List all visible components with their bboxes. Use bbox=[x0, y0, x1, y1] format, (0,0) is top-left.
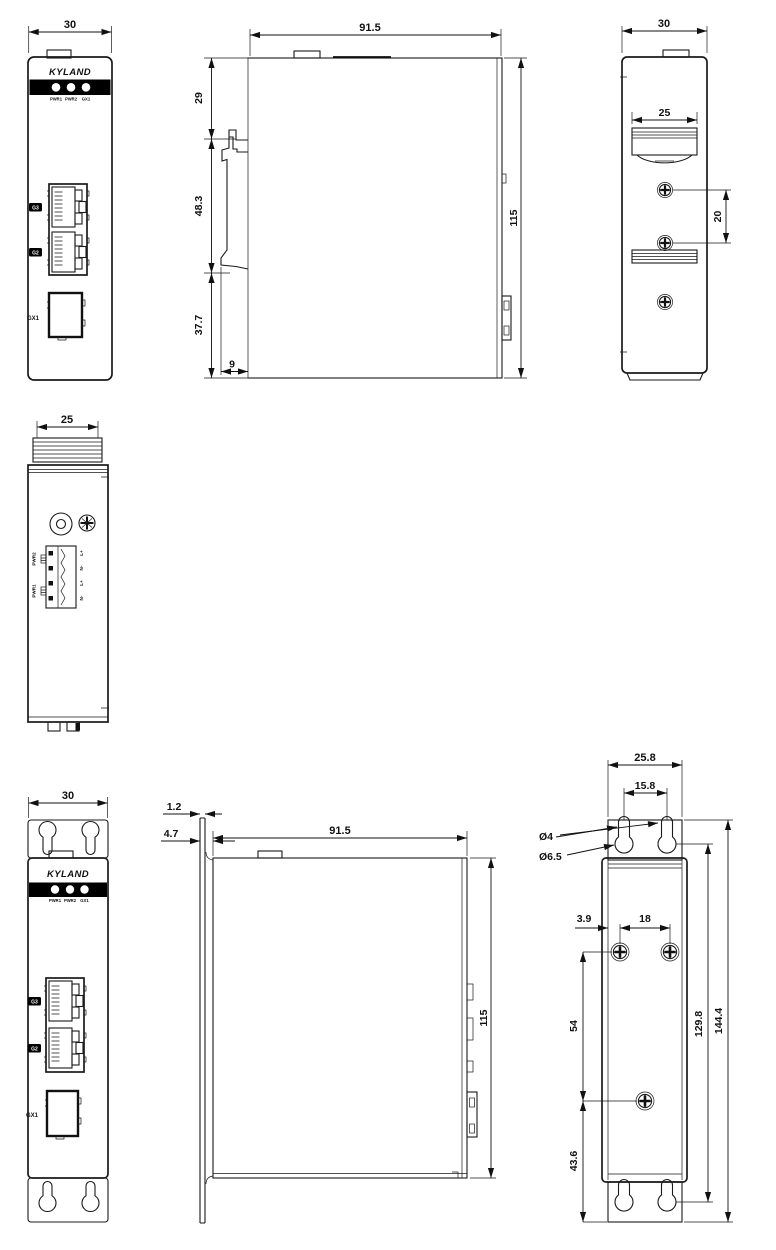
terminal-label-pwr1: PWR1 bbox=[31, 584, 37, 598]
dim-width-label: 30 bbox=[657, 18, 671, 30]
terminal-pin3-label: L+ bbox=[79, 580, 84, 586]
front-body-outline bbox=[28, 858, 108, 1178]
dim-gap-label: 4.7 bbox=[163, 828, 179, 840]
brand-logo: KYLAND bbox=[47, 869, 89, 880]
top-tab bbox=[663, 50, 689, 57]
dim-width-label: 30 bbox=[61, 790, 75, 802]
dim-depth-label: 91.5 bbox=[359, 22, 381, 34]
view-wall-front bbox=[26, 790, 108, 1222]
dim-screw-gap bbox=[673, 190, 731, 243]
dim-plate-thickness bbox=[163, 801, 222, 814]
dim-slot-span bbox=[624, 780, 667, 820]
led-label-gx1: GX1 bbox=[80, 898, 89, 903]
dim-screws-label: 20 bbox=[712, 210, 724, 223]
top-mount-plate bbox=[608, 817, 682, 861]
dim-height-right bbox=[504, 58, 527, 378]
screw-upper bbox=[657, 182, 672, 197]
dim-clip-depth bbox=[221, 267, 248, 375]
rear-body-outline bbox=[622, 57, 707, 373]
side-body-outline bbox=[248, 58, 502, 378]
keyhole-top-right bbox=[82, 821, 99, 854]
dim-width-label: 25 bbox=[60, 414, 74, 426]
rear-body-outline bbox=[602, 858, 687, 1182]
screw-lower bbox=[657, 235, 672, 250]
sfp-port-gx1 bbox=[27, 293, 85, 340]
dim-width-label: 30 bbox=[63, 19, 77, 31]
bottom-mount-plate bbox=[608, 1180, 682, 1222]
dim-height-label: 115 bbox=[478, 1009, 490, 1027]
rj45-ports bbox=[28, 978, 86, 1072]
led-pwr2 bbox=[66, 885, 74, 893]
terminal-label-pwr2: PWR2 bbox=[31, 552, 37, 566]
view-din-side bbox=[193, 22, 527, 378]
brand-logo: KYLAND bbox=[49, 67, 91, 78]
dim-edge-label: 3.9 bbox=[576, 913, 592, 925]
keyhole-bottom-right bbox=[658, 1180, 676, 1212]
view-wall-side bbox=[161, 801, 496, 1223]
bottom-mount-plate bbox=[28, 1178, 108, 1222]
dim-screw-span-label: 18 bbox=[639, 913, 651, 925]
led-label-pwr2: PWR2 bbox=[63, 898, 77, 903]
keyhole-top-left bbox=[615, 817, 633, 854]
terminal-pin1-label: L+ bbox=[79, 550, 84, 556]
port-label-gx1: GX1 bbox=[26, 1113, 39, 1119]
screw-bottom bbox=[657, 294, 672, 309]
port-label-g2: G2 bbox=[31, 1046, 38, 1053]
hole-callouts bbox=[539, 823, 658, 863]
view-din-rear bbox=[620, 18, 731, 380]
side-connector-tabs bbox=[452, 984, 477, 1178]
dim-lower-label: 37.7 bbox=[193, 314, 205, 336]
dim-plate-width-label: 25.8 bbox=[634, 752, 656, 764]
sfp-port-gx1 bbox=[26, 1091, 81, 1139]
dim-rail-label: 25 bbox=[658, 107, 671, 119]
dim-clip-label: 48.3 bbox=[193, 195, 205, 217]
side-connector-tabs bbox=[502, 174, 511, 340]
top-body-outline bbox=[28, 465, 108, 722]
screw-middle bbox=[636, 1092, 654, 1110]
keyhole-bottom-left bbox=[615, 1180, 633, 1212]
ground-screw bbox=[79, 515, 95, 531]
top-tab bbox=[294, 51, 320, 58]
dim-slot-span-label: 15.8 bbox=[634, 780, 656, 792]
rj45-port-g2 bbox=[52, 232, 86, 272]
screw-upper-right bbox=[661, 943, 679, 961]
dim-clip-depth-label: 9 bbox=[229, 358, 235, 371]
led-pwr2 bbox=[67, 83, 76, 92]
led-strip bbox=[29, 883, 107, 904]
keyhole-top-left bbox=[39, 821, 56, 854]
keyhole-bottom-right bbox=[82, 1182, 99, 1212]
front-body-outline bbox=[28, 57, 112, 380]
dim-depth-label: 91.5 bbox=[329, 825, 351, 837]
dim-height-right bbox=[470, 858, 496, 1178]
led-label-pwr1: PWR1 bbox=[48, 898, 62, 903]
view-wall-rear bbox=[539, 752, 733, 1222]
top-mount-plate bbox=[28, 820, 108, 858]
port-label-g3: G3 bbox=[32, 205, 39, 212]
led-label-gx1: GX1 bbox=[81, 96, 91, 102]
keyhole-top-right bbox=[658, 817, 676, 854]
port-label-g2: G2 bbox=[32, 250, 39, 257]
dim-keyhole-span bbox=[676, 844, 713, 1202]
view-din-front bbox=[27, 19, 112, 380]
din-rail-clip bbox=[221, 130, 248, 269]
dim-edge-and-span bbox=[575, 913, 670, 944]
dim-overall-label: 144.4 bbox=[713, 1007, 725, 1035]
terminal-pin2-label: N- bbox=[79, 565, 84, 571]
dim-rail-width bbox=[632, 107, 697, 124]
dim-overall-height bbox=[684, 820, 733, 1222]
led-pwr1 bbox=[51, 885, 59, 893]
dim-mid-to-bottom-label: 43.6 bbox=[568, 1150, 580, 1172]
side-body-outline bbox=[213, 858, 467, 1178]
bottom-foot bbox=[627, 373, 703, 380]
screw-upper-left bbox=[611, 943, 629, 961]
top-tab bbox=[258, 851, 282, 858]
dim-hole-dia-label: Ø6.5 bbox=[539, 851, 562, 863]
led-label-pwr2: PWR2 bbox=[64, 96, 78, 102]
dim-upper-label: 29 bbox=[193, 92, 205, 104]
dim-slot-dia-label: Ø4 bbox=[539, 831, 554, 843]
view-top bbox=[28, 414, 109, 731]
port-label-g3: G3 bbox=[31, 999, 38, 1006]
power-terminal-block bbox=[32, 546, 85, 608]
keyhole-bottom-left bbox=[39, 1182, 56, 1212]
rj45-port-g3 bbox=[49, 981, 83, 1021]
led-gx1 bbox=[82, 83, 91, 92]
terminal-pin4-label: N- bbox=[79, 595, 84, 601]
din-clip-section bbox=[33, 438, 102, 462]
top-tab bbox=[49, 851, 73, 858]
rj45-port-g2 bbox=[49, 1028, 83, 1068]
led-gx1 bbox=[80, 885, 88, 893]
led-strip bbox=[30, 80, 111, 102]
wall-bracket-plate bbox=[200, 818, 213, 1223]
dim-gap bbox=[161, 828, 235, 841]
antenna-hole bbox=[50, 513, 72, 535]
dim-plate-label: 1.2 bbox=[166, 801, 182, 813]
bottom-tabs bbox=[48, 722, 80, 731]
led-pwr1 bbox=[52, 83, 61, 92]
rj45-ports bbox=[29, 184, 89, 275]
port-label-gx1: GX1 bbox=[27, 316, 40, 322]
led-label-pwr1: PWR1 bbox=[49, 96, 63, 102]
dim-height-label: 115 bbox=[508, 209, 520, 227]
dim-keyhole-span-label: 129.8 bbox=[693, 1010, 705, 1038]
dim-screw-to-mid-label: 54 bbox=[568, 1020, 580, 1032]
rj45-port-g3 bbox=[52, 187, 86, 227]
